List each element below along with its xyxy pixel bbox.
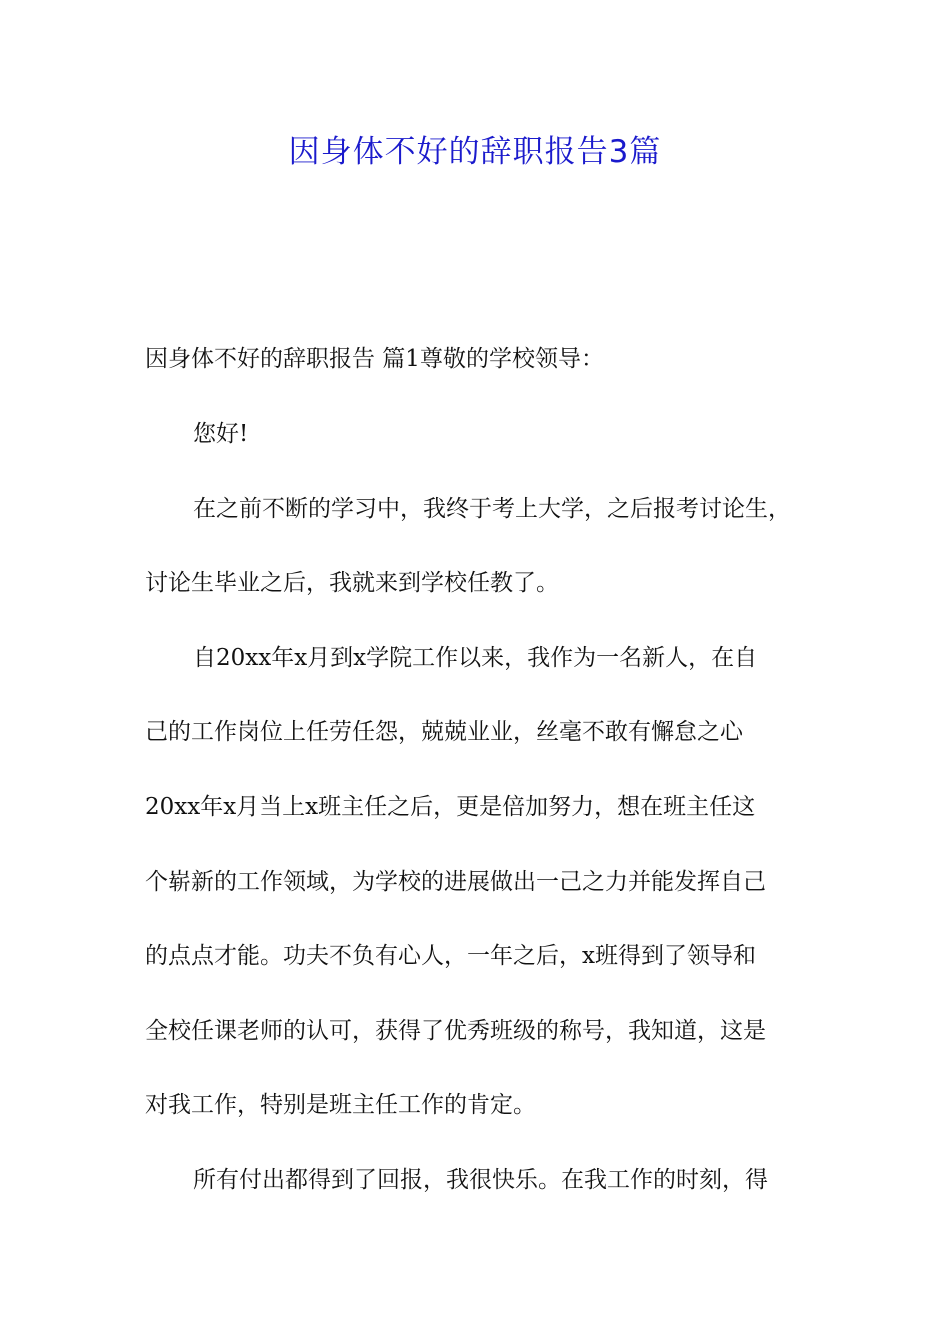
body-line: 对我工作，特别是班主任工作的肯定。 xyxy=(145,1092,536,1118)
body-line: 己的工作岗位上任劳任怨，兢兢业业，丝毫不敢有懈怠之心 xyxy=(145,719,743,745)
body-line: 在之前不断的学习中，我终于考上大学，之后报考讨论生， xyxy=(193,496,791,522)
body-line-greeting: 您好! xyxy=(193,421,249,447)
body-line: 20xx年x月当上x班主任之后，更是倍加努力，想在班主任这 xyxy=(145,794,756,820)
document-title: 因身体不好的辞职报告3篇 xyxy=(288,134,662,170)
body-line: 的点点才能。功夫不负有心人，一年之后，x班得到了领导和 xyxy=(145,943,756,969)
body-line: 全校任课老师的认可，获得了优秀班级的称号，我知道，这是 xyxy=(145,1018,766,1044)
body-line: 自20xx年x月到x学院工作以来，我作为一名新人，在自 xyxy=(193,645,758,671)
body-line: 讨论生毕业之后，我就来到学校任教了。 xyxy=(145,570,559,596)
body-line: 个崭新的工作领域，为学校的进展做出一己之力并能发挥自己 xyxy=(145,869,766,895)
body-line: 所有付出都得到了回报，我很快乐。在我工作的时刻，得 xyxy=(193,1167,768,1193)
body-line-salutation: 因身体不好的辞职报告 篇1尊敬的学校领导： xyxy=(145,346,604,372)
